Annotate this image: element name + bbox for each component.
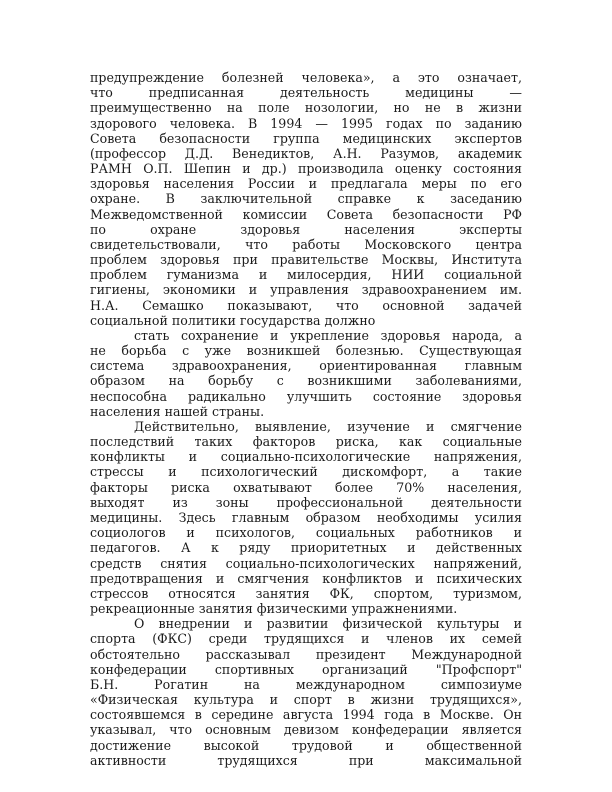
text-line: неспособна радикально улучшить состояние здоровья	[90, 388, 522, 404]
text-line: спорта (ФКС) среди трудящихся и членов их семей	[90, 631, 522, 647]
text-line: Межведомственной комиссии Совета безопасности РФ	[90, 206, 522, 222]
body-text	[90, 70, 522, 768]
text-line: обстоятельно рассказывал президент Международной	[90, 646, 522, 662]
text-line: О внедрении и развитии физической культуры и	[134, 616, 522, 632]
text-line: стрессы и психологический дискомфорт, а такие	[90, 464, 522, 480]
text-line: стрессов относятся занятия ФК, спортом, туризмом,	[90, 585, 522, 601]
text-line: Действительно, выявление, изучение и смягчение	[134, 418, 522, 434]
text-line: по охране здоровья населения эксперты	[90, 221, 522, 237]
text-line: достижение высокой трудовой и общественной	[90, 737, 522, 753]
text-line: средств снятия социально-психологических напряжений,	[90, 555, 522, 571]
text-line: выходят из зоны профессиональной деятельности	[90, 494, 522, 510]
text-line: конфликты и социально-психологические напряжения,	[90, 449, 522, 465]
text-line: (профессор Д.Д. Венедиктов, А.Н. Разумов, академик	[90, 145, 522, 161]
text-line: населения нашей страны.	[90, 403, 265, 419]
text-line: система здравоохранения, ориентированная главным	[90, 358, 522, 374]
text-line: преимущественно на поле нозологии, но не в жизни	[90, 100, 522, 116]
text-line: Н.А. Семашко показывают, что основной задачей	[90, 297, 522, 313]
text-line: социальной политики государства должно	[90, 312, 376, 328]
text-line: конфедерации спортивных организаций "Профспорт"	[90, 661, 522, 677]
text-line: состоявшемся в середине августа 1994 года в Москве. Он	[90, 707, 522, 723]
text-line: что предписанная деятельность медицины —	[90, 85, 522, 101]
text-line: медицины. Здесь главным образом необходимы усилия	[90, 509, 522, 525]
text-line: свидетельствовали, что работы Московского центра	[90, 236, 522, 252]
text-line: здоровья населения России и предлагала меры по его	[90, 176, 522, 192]
text-line: последствий таких факторов риска, как социальные	[90, 434, 522, 450]
text-line: проблем гуманизма и милосердия, НИИ социальной	[90, 267, 522, 283]
text-line: социологов и психологов, социальных работников и	[90, 525, 522, 541]
text-line: Б.Н. Рогатин на международном симпозиуме	[90, 676, 522, 692]
text-line: образом на борьбу с возникшими заболеваниями,	[90, 373, 522, 389]
text-line: предупреждение болезней человека», а это означает,	[90, 70, 522, 85]
text-line: педагогов. А к ряду приоритетных и действенных	[90, 540, 522, 556]
text-line: «Физическая культура и спорт в жизни трудящихся»,	[90, 692, 522, 708]
text-line: РАМН О.П. Шепин и др.) производила оценку состояния	[90, 161, 522, 177]
text-line: предотвращения и смягчения конфликтов и психических	[90, 570, 522, 586]
text-line: Совета безопасности группа медицинских экспертов	[90, 130, 522, 146]
text-line: активности трудящихся при максимальной	[90, 752, 522, 768]
text-line: гигиены, экономики и управления здравоохранением им.	[90, 282, 522, 298]
text-line: факторы риска охватывают более 70% населения,	[90, 479, 522, 495]
text-line: указывал, что основным девизом конфедерации является	[90, 722, 522, 738]
text-line: здорового человека. В 1994 — 1995 годах по заданию	[90, 115, 522, 131]
text-line: не борьба с уже возникшей болезнью. Существующая	[90, 343, 522, 359]
text-line: охране. В заключительной справке к заседанию	[90, 191, 522, 207]
text-line: проблем здоровья при правительстве Москвы, Института	[90, 252, 522, 268]
text-line: стать сохранение и укрепление здоровья народа, а	[134, 327, 522, 343]
text-line: рекреационные занятия физическими упражнениями.	[90, 601, 458, 617]
